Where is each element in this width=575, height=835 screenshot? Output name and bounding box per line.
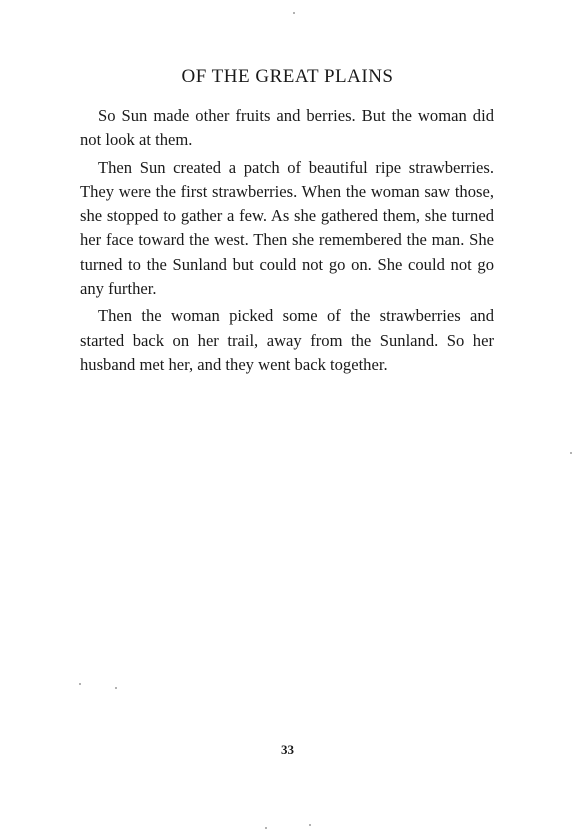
page-number: 33 [281,742,294,757]
scan-speck [115,687,117,689]
body-text [80,104,494,380]
scan-speck [265,827,267,829]
paragraph: Then the woman picked some of the strawberries and started back on her trail, away from the Sunland. So her husband met her, and they went back together. [80,306,494,374]
scan-speck [293,12,295,14]
scan-speck [570,452,572,454]
running-head: OF THE GREAT PLAINS [181,66,394,87]
paragraph: So Sun made other fruits and berries. But the woman did not look at them. [80,106,494,150]
paragraph: Then Sun created a patch of beautiful ripe strawberries. They were the first strawberries. When the woman saw those, she stopped to gather a few. As she gathered them, she turned her face toward the west. Then she remembered the man. She turned to the Sunland but could not go on. She could not go any further. [80,157,494,299]
scan-speck [79,683,81,685]
scan-speck [309,824,311,826]
